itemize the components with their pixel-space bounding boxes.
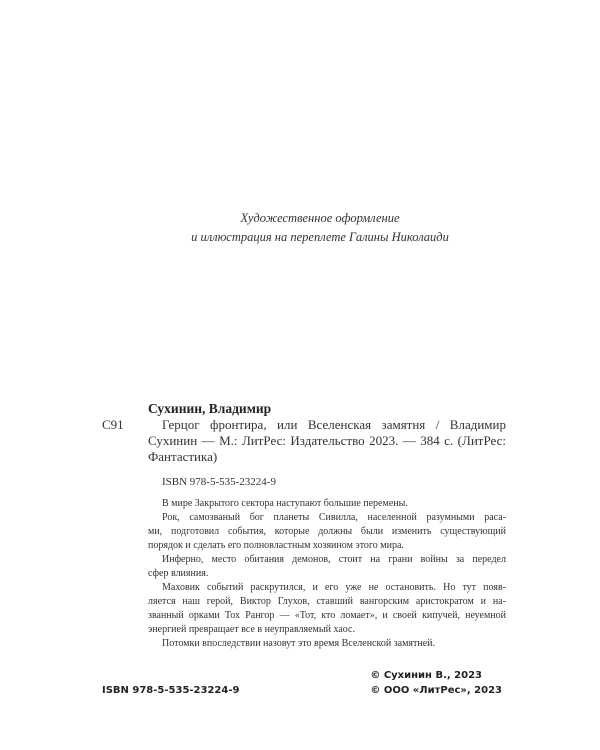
abstract-line: В мире Закрытого сектора наступают большие перемены. <box>162 498 408 509</box>
title-line-3: Фантастика) <box>148 449 218 464</box>
abstract <box>148 497 506 651</box>
illustration-credit-line-2: и иллюстрация на переплете Галины Николаиди <box>191 230 449 244</box>
illustration-credit <box>0 209 600 247</box>
abstract-line: Маховик событий раскрутился, и его уже не остановить. Но тут появ- <box>162 582 506 593</box>
title-line-2: Сухинин — М.: ЛитРес: Издательство 2023. — 384 с. (ЛитРес: <box>148 433 506 448</box>
abstract-line: званный орками Тох Рангор — «Тот, кто ломает», и своей кипучей, неуемной <box>148 610 506 621</box>
abstract-line: ми, подготовил события, которые должны были изменить существующий <box>148 526 506 537</box>
abstract-line: Рок, самозваный бог планеты Сивилла, населенной разумными раса- <box>162 512 506 523</box>
illustration-credit-line-1: Художественное оформление <box>240 211 400 225</box>
title-line-1: Герцог фронтира, или Вселенская замятня / Владимир <box>162 417 506 432</box>
author-heading: Сухинин, Владимир <box>148 401 272 416</box>
abstract-line: сфер влияния. <box>148 568 209 579</box>
abstract-line: Инферно, место обитания демонов, стоит на грани войны за передел <box>162 554 506 565</box>
copyright-publisher: © ООО «ЛитРес», 2023 <box>370 685 502 696</box>
title-block <box>102 417 506 465</box>
bibliographic-entry <box>102 400 506 651</box>
abstract-line: порядок и сделать его полновластным хозяином этого мира. <box>148 540 404 551</box>
footer <box>102 668 502 698</box>
isbn: ISBN 978-5-535-23224-9 <box>162 476 276 488</box>
abstract-line: Потомки впоследствии назовут это время Вселенской замятней. <box>162 638 436 649</box>
abstract-line: ляется наш герой, Виктор Глухов, ставший вангорским аристократом и на- <box>148 596 506 607</box>
copyright-author: © Сухинин В., 2023 <box>370 670 482 681</box>
classification-code: С91 <box>102 417 124 432</box>
copyright-block <box>370 668 502 698</box>
abstract-line: энергией превращает все в неуправляемый хаос. <box>148 624 355 635</box>
footer-isbn: ISBN 978-5-535-23224-9 <box>102 685 240 696</box>
